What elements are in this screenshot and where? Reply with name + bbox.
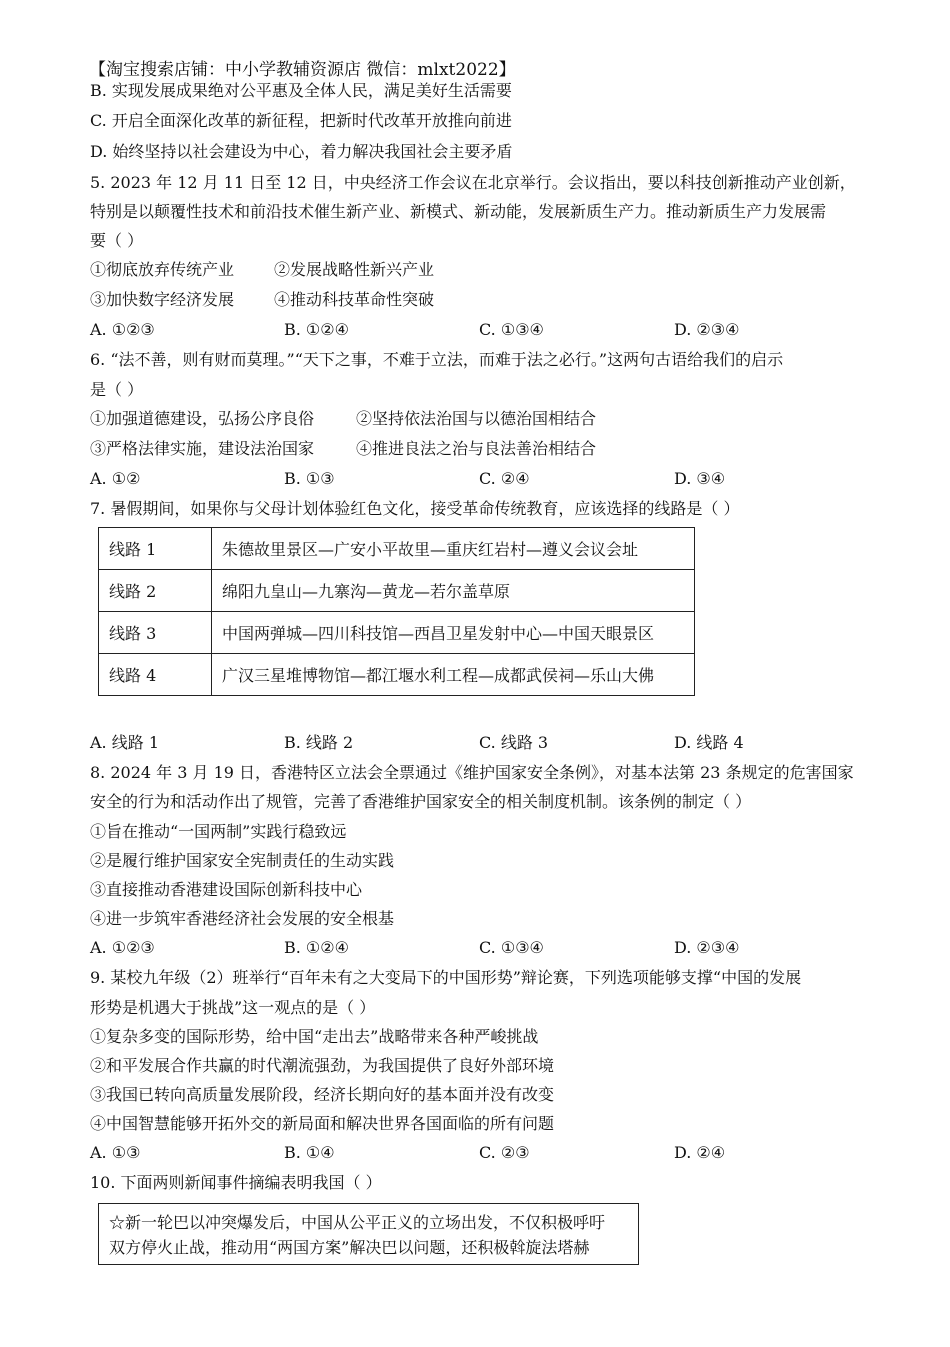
q9-choice-d[interactable]: D. ②④ <box>674 1143 726 1162</box>
news-line-2: 双方停火止战，推动用“两国方案”解决巴以问题，还积极斡旋法塔赫 <box>109 1238 590 1257</box>
q7-choice-a[interactable]: A. 线路 1 <box>90 733 159 752</box>
q8-item-3: ③直接推动香港建设国际创新科技中心 <box>90 880 363 899</box>
q5-item-2: ②发展战略性新兴产业 <box>274 260 435 279</box>
q7-choice-b[interactable]: B. 线路 2 <box>284 733 354 752</box>
q6-item-4: ④推进良法之治与良法善治相结合 <box>356 439 597 458</box>
q4-option-b: B. 实现发展成果绝对公平惠及全体人民，满足美好生活需要 <box>90 81 512 100</box>
route-name: 线路 2 <box>99 570 212 612</box>
q9-stem-line-1: 9. 某校九年级（2）班举行“百年未有之大变局下的中国形势”辩论赛，下列选项能够支撑“中国的发展 <box>90 968 802 987</box>
q7-choice-d[interactable]: D. 线路 4 <box>674 733 744 752</box>
q4-option-d: D. 始终坚持以社会建设为中心，着力解决我国社会主要矛盾 <box>90 142 513 161</box>
q5-item-3: ③加快数字经济发展 <box>90 290 235 309</box>
q9-choice-a[interactable]: A. ①③ <box>90 1143 141 1162</box>
q5-choice-c[interactable]: C. ①③④ <box>479 320 544 339</box>
q7-choice-c[interactable]: C. 线路 3 <box>479 733 549 752</box>
q8-item-4: ④进一步筑牢香港经济社会发展的安全根基 <box>90 909 395 928</box>
q8-choice-c[interactable]: C. ①③④ <box>479 938 544 957</box>
q6-choice-c[interactable]: C. ②④ <box>479 469 530 488</box>
q6-item-1: ①加强道德建设，弘扬公序良俗 <box>90 409 315 428</box>
table-row <box>99 528 695 570</box>
q6-item-3: ③严格法律实施，建设法治国家 <box>90 439 315 458</box>
table-row <box>99 612 695 654</box>
table-row <box>99 654 695 696</box>
q6-choice-a[interactable]: A. ①② <box>90 469 141 488</box>
q7-stem: 7. 暑假期间，如果你与父母计划体验红色文化，接受革命传统教育，应该选择的线路是（ ） <box>90 499 740 518</box>
q5-stem-line-3: 要（ ） <box>90 231 144 250</box>
q6-stem-line-2: 是（ ） <box>90 380 144 399</box>
route-path: 广汉三星堆博物馆—都江堰水利工程—成都武侯祠—乐山大佛 <box>212 654 695 696</box>
route-name: 线路 4 <box>99 654 212 696</box>
q9-item-4: ④中国智慧能够开拓外交的新局面和解决世界各国面临的所有问题 <box>90 1114 555 1133</box>
q5-choice-a[interactable]: A. ①②③ <box>90 320 155 339</box>
q8-stem-line-1: 8. 2024 年 3 月 19 日，香港特区立法会全票通过《维护国家安全条例》，对基本法第 23 条规定的危害国家 <box>90 763 854 782</box>
q5-stem-line-1: 5. 2023 年 12 月 11 日至 12 日，中央经济工作会议在北京举行。会议指出，要以科技创新推动产业创新， <box>90 173 856 192</box>
route-name: 线路 3 <box>99 612 212 654</box>
route-path: 绵阳九皇山—九寨沟—黄龙—若尔盖草原 <box>212 570 695 612</box>
q9-item-3: ③我国已转向高质量发展阶段，经济长期向好的基本面并没有改变 <box>90 1085 555 1104</box>
q9-item-2: ②和平发展合作共赢的时代潮流强劲，为我国提供了良好外部环境 <box>90 1056 555 1075</box>
q9-stem-line-2: 形势是机遇大于挑战”这一观点的是（ ） <box>90 998 376 1017</box>
q8-choice-d[interactable]: D. ②③④ <box>674 938 740 957</box>
route-path: 中国两弹城—四川科技馆—西昌卫星发射中心—中国天眼景区 <box>212 612 695 654</box>
q9-item-1: ①复杂多变的国际形势，给中国“走出去”战略带来各种严峻挑战 <box>90 1027 539 1046</box>
route-path: 朱德故里景区—广安小平故里—重庆红岩村—遵义会议会址 <box>212 528 695 570</box>
q8-choice-a[interactable]: A. ①②③ <box>90 938 155 957</box>
table-row <box>99 570 695 612</box>
q6-choice-d[interactable]: D. ③④ <box>674 469 726 488</box>
news-line-1: ☆新一轮巴以冲突爆发后，中国从公平正义的立场出发，不仅积极呼吁 <box>109 1213 606 1232</box>
q10-stem: 10. 下面两则新闻事件摘编表明我国（ ） <box>90 1173 382 1192</box>
q5-choice-d[interactable]: D. ②③④ <box>674 320 740 339</box>
route-name: 线路 1 <box>99 528 212 570</box>
q5-item-4: ④推动科技革命性突破 <box>274 290 435 309</box>
q8-choice-b[interactable]: B. ①②④ <box>284 938 349 957</box>
shop-banner: 【淘宝搜索店铺：中小学教辅资源店 微信：mlxt2022】 <box>89 60 516 80</box>
q5-choice-b[interactable]: B. ①②④ <box>284 320 349 339</box>
q6-choice-b[interactable]: B. ①③ <box>284 469 335 488</box>
q8-item-2: ②是履行维护国家安全宪制责任的生动实践 <box>90 851 395 870</box>
q8-item-1: ①旨在推动“一国两制”实践行稳致远 <box>90 822 347 841</box>
q9-choice-c[interactable]: C. ②③ <box>479 1143 530 1162</box>
q8-stem-line-2: 安全的行为和活动作出了规管，完善了香港维护国家安全的相关制度机制。该条例的制定（ ） <box>90 792 752 811</box>
q6-stem-line-1: 6. “法不善，则有财而莫理。”“天下之事，不难于立法，而难于法之必行。”这两句古语给我们的启示 <box>90 350 784 369</box>
q6-item-2: ②坚持依法治国与以德治国相结合 <box>356 409 597 428</box>
q4-option-c: C. 开启全面深化改革的新征程，把新时代改革开放推向前进 <box>90 111 512 130</box>
q9-choice-b[interactable]: B. ①④ <box>284 1143 335 1162</box>
news-excerpt-box <box>98 1203 639 1265</box>
q5-stem-line-2: 特别是以颠覆性技术和前沿技术催生新产业、新模式、新动能，发展新质生产力。推动新质生产力发展需 <box>90 202 827 221</box>
routes-table <box>98 527 695 696</box>
q5-item-1: ①彻底放弃传统产业 <box>90 260 235 279</box>
